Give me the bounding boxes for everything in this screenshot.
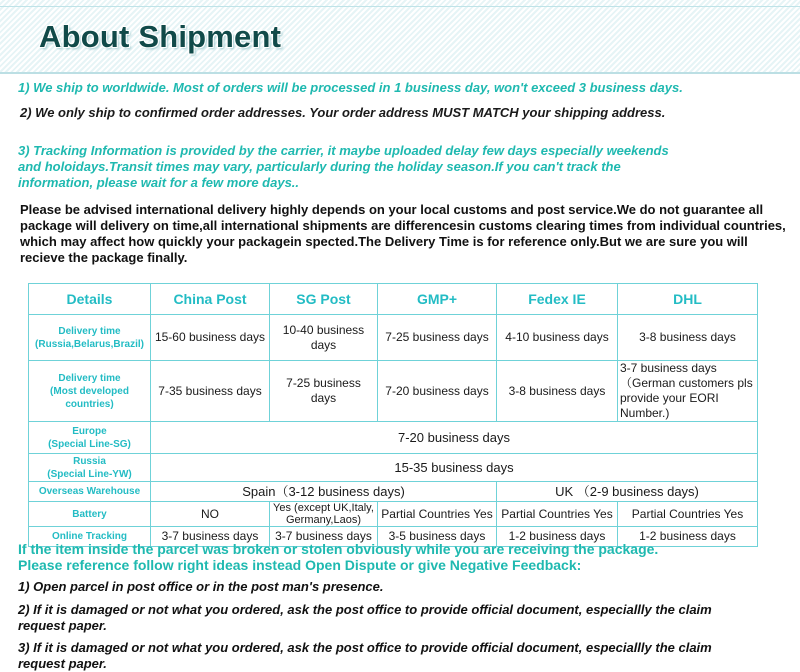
row-label-title: Delivery time — [58, 372, 121, 384]
table-row — [29, 454, 758, 482]
step-1: 1) Open parcel in post office or in the post man's presence. — [18, 579, 384, 594]
table-cell: Yes (except UK,Italy, Germany,Laos) — [270, 502, 378, 527]
table-cell: 15-35 business days — [151, 454, 758, 482]
table-cell: Partial Countries Yes — [497, 502, 618, 527]
row-label: Overseas Warehouse — [29, 482, 151, 502]
row-label-title: Europe — [72, 425, 107, 437]
row-label-sub: (Russia,Belarus,Brazil) — [35, 338, 144, 350]
table-cell: 3-7 business days — [151, 527, 270, 547]
table-cell: 3-7 business days（German customers pls provide your EORI Number.) — [618, 361, 758, 422]
dispute-notice — [18, 541, 798, 573]
table-cell: 3-5 business days — [378, 527, 497, 547]
table-row — [29, 361, 758, 422]
table-cell: 1-2 business days — [497, 527, 618, 547]
banner — [0, 0, 800, 74]
table-cell: 7-25 business days — [378, 315, 497, 361]
table-header-row — [29, 284, 758, 315]
shipping-table — [28, 283, 758, 547]
note-worldwide: 1) We ship to worldwide. Most of orders will be processed in 1 business day, won't exceed 3 business days. — [18, 80, 683, 95]
header-details: Details — [29, 284, 151, 315]
row-label — [29, 361, 151, 422]
row-label: Online Tracking — [29, 527, 151, 547]
row-label: Battery — [29, 502, 151, 527]
banner-stripe-line — [0, 6, 800, 7]
header-gmp: GMP+ — [378, 284, 497, 315]
row-label-sub: (Most developed countries) — [50, 385, 129, 410]
note-address: 2) We only ship to confirmed order addresses. Your order address MUST MATCH your shipping address. — [20, 105, 666, 120]
table-cell: NO — [151, 502, 270, 527]
step-2: 2) If it is damaged or not what you ordered, ask the post office to provide official document, especiallly the claim request paper. — [18, 602, 712, 633]
table-cell: 10-40 business days — [270, 315, 378, 361]
page-title: About Shipment — [39, 19, 282, 54]
note-tracking: 3) Tracking Information is provided by the carrier, it maybe uploaded delay few days especially weekends and holoidays.Transit times may vary, particularly during the holiday season.If you can't track the information, please wait for a few more days.. — [18, 143, 669, 190]
row-label-title: Delivery time — [58, 325, 121, 337]
table-cell: UK （2-9 business days) — [497, 482, 758, 502]
table-row — [29, 482, 758, 502]
table-cell: 7-20 business days — [378, 361, 497, 422]
dispute-line-2: Please reference follow right ideas instead Open Dispute or give Negative Feedback: — [18, 557, 582, 573]
table-row — [29, 502, 758, 527]
table-cell: 1-2 business days — [618, 527, 758, 547]
header-fedex-ie: Fedex IE — [497, 284, 618, 315]
table-cell: Spain（3-12 business days) — [151, 482, 497, 502]
table-cell: Partial Countries Yes — [378, 502, 497, 527]
header-sg-post: SG Post — [270, 284, 378, 315]
table-cell: 7-35 business days — [151, 361, 270, 422]
table-cell: 15-60 business days — [151, 315, 270, 361]
table-cell: 3-8 business days — [618, 315, 758, 361]
table-cell: 3-8 business days — [497, 361, 618, 422]
step-3: 3) If it is damaged or not what you ordered, ask the post office to provide official document, especiallly the claim request paper. — [18, 640, 712, 671]
delivery-advice: Please be advised international delivery highly depends on your local customs and post service.We do not guarantee all package will delivery on time,all international shipments are differencesin customs clearing times from individual countries, which may affect how quickly your packagein spected.The Delivery Time is for reference only.But we are sure you will recieve the package finally. — [20, 202, 786, 265]
table-row — [29, 422, 758, 454]
header-dhl: DHL — [618, 284, 758, 315]
row-label-title: Russia — [73, 455, 106, 467]
table-cell: 7-25 business days — [270, 361, 378, 422]
row-label-sub: (Special Line-SG) — [48, 438, 131, 450]
header-china-post: China Post — [151, 284, 270, 315]
row-label — [29, 315, 151, 361]
row-label — [29, 422, 151, 454]
table-cell: 7-20 business days — [151, 422, 758, 454]
table-cell: 3-7 business days — [270, 527, 378, 547]
row-label-sub: (Special Line-YW) — [47, 468, 132, 480]
dispute-line-1: If the item inside the parcel was broken or stolen obviously while you are receiving the package. — [18, 541, 659, 557]
table-cell: 4-10 business days — [497, 315, 618, 361]
table-row — [29, 315, 758, 361]
table-cell: Partial Countries Yes — [618, 502, 758, 527]
row-label — [29, 454, 151, 482]
